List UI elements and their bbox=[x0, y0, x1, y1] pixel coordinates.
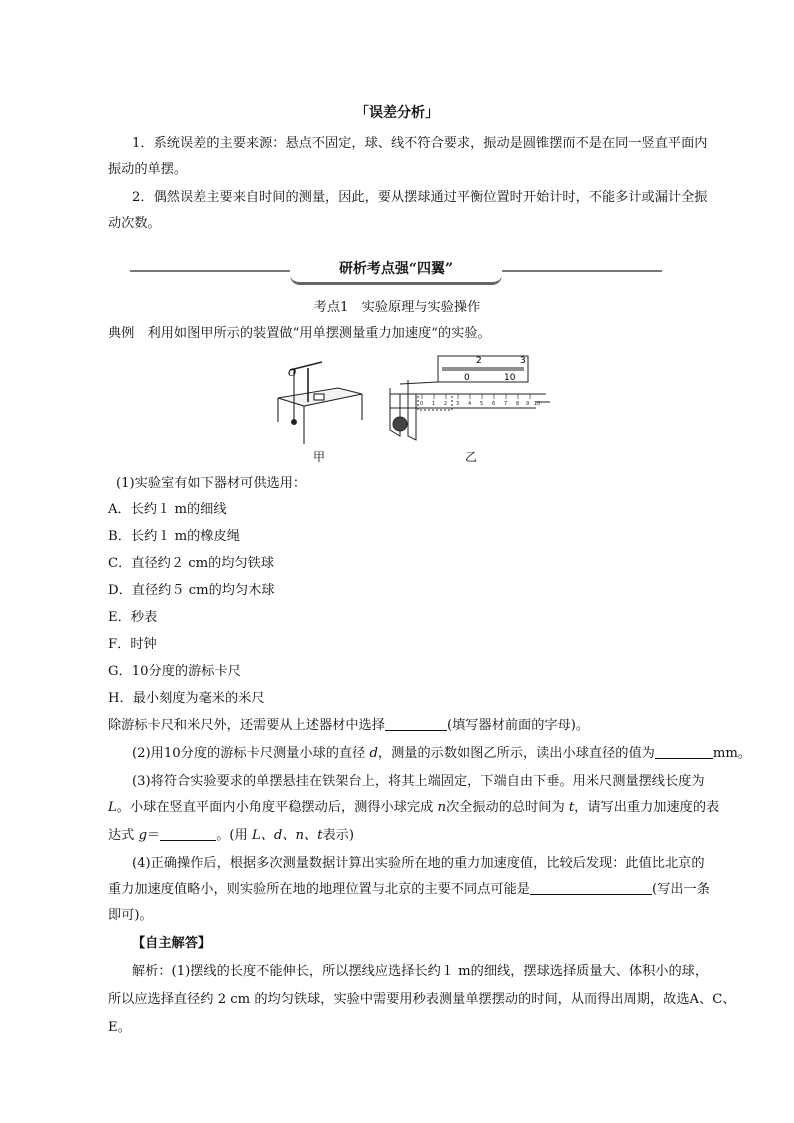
question1-stem: (1)实验室有如下器材可供选用： bbox=[116, 476, 307, 491]
question3-line3 bbox=[108, 826, 722, 846]
zoom-vernier-label-0: 0 bbox=[464, 373, 470, 383]
question3-line1: (3)将符合实验要求的单摆悬挂在铁架台上，将其上端固定，下端自由下垂。用米尺测量摆线长度为 bbox=[132, 774, 705, 789]
var-d: d bbox=[369, 746, 378, 761]
option-d: D．直径约５ cm的均匀木球 bbox=[108, 583, 275, 598]
section-banner bbox=[130, 258, 662, 284]
option-f: F．时钟 bbox=[108, 637, 157, 652]
question3-line2 bbox=[108, 798, 722, 818]
question4-line3: 即可)。 bbox=[108, 908, 153, 923]
zoom-scale-label-3: 3 bbox=[520, 356, 526, 366]
answer-line3: E。 bbox=[108, 1020, 131, 1035]
question4-answer-blank[interactable] bbox=[530, 880, 652, 895]
main-scale-label-2: 2 bbox=[444, 401, 448, 407]
option-e: E．秒表 bbox=[108, 610, 158, 625]
main-scale-label-5: 5 bbox=[480, 401, 484, 407]
question3-text-c: ，请写出重力加速度的表 bbox=[574, 800, 720, 815]
question3-equals: ＝ bbox=[147, 828, 161, 843]
answer-line2: 所以应选择直径约 2 cm 的均匀铁球，实验中需要用秒表测量单摆摆动的时间，从而得出周期，故选A、C、 bbox=[108, 992, 736, 1007]
question2-unit: mm。 bbox=[712, 746, 752, 761]
answer-header: 【自主解答】 bbox=[132, 936, 212, 951]
question2 bbox=[132, 744, 752, 764]
main-scale-label-1: 1 bbox=[432, 401, 436, 407]
error-item-1-line1: 1．系统误差的主要来源：悬点不固定，球、线不符合要求，振动是圆锥摆而不是在同一竖直平面内 bbox=[132, 136, 708, 151]
figure-illustration bbox=[270, 350, 550, 446]
var-L: L bbox=[108, 800, 117, 815]
question3-vars: L、d、n、t bbox=[251, 828, 323, 843]
question4-line1: (4)正确操作后，根据多次测量数据计算出实验所在地的重力加速度值，比较后发现：此值比北京的 bbox=[132, 856, 705, 871]
question1-ask-text: 除游标卡尺和米尺外，还需要从上述器材中选择 bbox=[108, 718, 385, 733]
question3-answer-blank[interactable] bbox=[160, 826, 216, 841]
question3-text-f: 表示) bbox=[322, 828, 355, 843]
question2-text-a: (2)用10分度的游标卡尺测量小球的直径 bbox=[132, 746, 370, 761]
main-scale-ticks bbox=[422, 394, 530, 399]
question3-text-b: 次全振动的总时间为 bbox=[445, 800, 569, 815]
answer-line1: 解析：(1)摆线的长度不能伸长，所以摆线应选择长约１ m的细线，摆球选择质量大、体积小的球， bbox=[132, 964, 709, 979]
zoom-vernier-label-10: 10 bbox=[504, 373, 516, 383]
main-scale-label-7: 7 bbox=[504, 401, 508, 407]
var-n: n bbox=[437, 800, 446, 815]
option-c: C．直径约２ cm的均匀铁球 bbox=[108, 556, 275, 571]
question3-text-a: 。小球在竖直平面内小角度平稳摆动后，测得小球完成 bbox=[116, 800, 438, 815]
question4-text-a: 重力加速度值略小，则实验所在地的地理位置与北京的主要不同点可能是 bbox=[108, 882, 530, 897]
error-item-1-line2: 振动的单摆。 bbox=[108, 162, 188, 177]
question2-answer-blank[interactable] bbox=[655, 744, 713, 759]
main-scale-label-10: 10 bbox=[534, 401, 541, 407]
topic-title: 考点1 实验原理与实验操作 bbox=[313, 300, 481, 315]
var-g: g bbox=[138, 828, 148, 843]
figure-caption-right: 乙 bbox=[465, 450, 478, 464]
zoom-scale-label-2: 2 bbox=[476, 356, 482, 366]
main-scale-label-3: 3 bbox=[456, 401, 460, 407]
main-scale-label-4: 4 bbox=[468, 401, 472, 407]
example-intro: 典例 利用如图甲所示的装置做“用单摆测量重力加速度”的实验。 bbox=[108, 326, 491, 341]
question1-ask bbox=[108, 716, 722, 736]
experiment-figure bbox=[270, 350, 550, 446]
option-h: H．最小刻度为毫米的米尺 bbox=[108, 691, 265, 706]
banner-rule-left bbox=[130, 270, 290, 272]
figure-caption-left: 甲 bbox=[313, 450, 326, 464]
main-scale-label-9: 9 bbox=[526, 401, 530, 407]
section-title-error-analysis: 「误差分析」 bbox=[355, 105, 439, 121]
error-item-2-line2: 动次数。 bbox=[108, 216, 161, 231]
option-g: G．10分度的游标卡尺 bbox=[108, 664, 241, 679]
option-a: A．长约１ m的细线 bbox=[108, 502, 227, 517]
question3-text-e: 。(用 bbox=[216, 828, 252, 843]
question1-answer-blank[interactable] bbox=[385, 716, 447, 731]
question1-ask-suffix: (填写器材前面的字母)。 bbox=[446, 718, 590, 733]
question4-text-b: (写出一条 bbox=[652, 882, 710, 897]
main-scale-label-6: 6 bbox=[492, 401, 496, 407]
error-item-2-line1: 2．偶然误差主要来自时间的测量，因此，要从摆球通过平衡位置时开始计时，不能多计或漏计全振 bbox=[132, 190, 708, 205]
main-scale-label-8: 8 bbox=[516, 401, 520, 407]
banner-title: 研析考点强“四翼” bbox=[290, 258, 502, 285]
main-scale-label-0: 0 bbox=[420, 401, 424, 407]
banner-rule-right bbox=[502, 270, 662, 272]
question3-text-d: 达式 bbox=[108, 828, 139, 843]
var-t: t bbox=[568, 800, 575, 815]
question4-line2 bbox=[108, 880, 722, 900]
question2-text-b: ，测量的示数如图乙所示，读出小球直径的值为 bbox=[377, 746, 655, 761]
pendulum-point-label: O bbox=[288, 368, 297, 379]
option-b: B．长约１ m的橡皮绳 bbox=[108, 529, 240, 544]
